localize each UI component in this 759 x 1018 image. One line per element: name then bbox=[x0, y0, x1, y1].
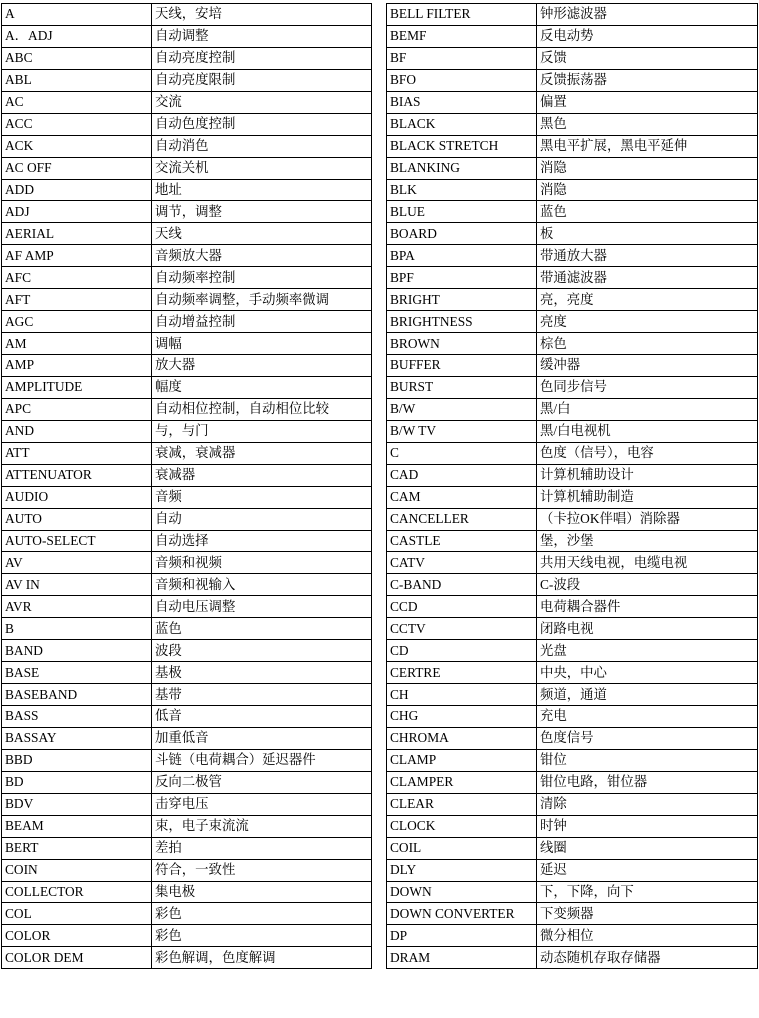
glossary-row bbox=[387, 903, 758, 925]
glossary-row bbox=[2, 201, 372, 223]
glossary-row bbox=[387, 442, 758, 464]
abbreviation-cell: AERIAL bbox=[2, 223, 152, 245]
abbreviation-cell: AGC bbox=[2, 311, 152, 333]
glossary-row bbox=[387, 640, 758, 662]
meaning-cell: 幅度 bbox=[152, 376, 372, 398]
meaning-cell: 线圈 bbox=[537, 837, 758, 859]
glossary-row bbox=[387, 486, 758, 508]
glossary-row bbox=[2, 69, 372, 91]
glossary-row bbox=[2, 574, 372, 596]
glossary-row bbox=[387, 69, 758, 91]
glossary-row bbox=[2, 508, 372, 530]
glossary-row bbox=[2, 749, 372, 771]
glossary-right-body bbox=[387, 4, 758, 969]
meaning-cell: 中央，中心 bbox=[537, 662, 758, 684]
glossary-row bbox=[387, 815, 758, 837]
meaning-cell: 黑电平扩展，黑电平延伸 bbox=[537, 135, 758, 157]
glossary-row bbox=[2, 486, 372, 508]
abbreviation-cell: BEAM bbox=[2, 815, 152, 837]
abbreviation-cell: CHROMA bbox=[387, 727, 537, 749]
meaning-cell: 电荷耦合器件 bbox=[537, 596, 758, 618]
abbreviation-cell: A bbox=[2, 4, 152, 26]
glossary-row bbox=[387, 179, 758, 201]
abbreviation-cell: BRIGHTNESS bbox=[387, 311, 537, 333]
glossary-row bbox=[2, 530, 372, 552]
glossary-row bbox=[387, 508, 758, 530]
abbreviation-cell: ATTENUATOR bbox=[2, 464, 152, 486]
abbreviation-cell: AF AMP bbox=[2, 245, 152, 267]
meaning-cell: 自动频率调整，手动频率微调 bbox=[152, 289, 372, 311]
abbreviation-cell: C-BAND bbox=[387, 574, 537, 596]
glossary-row bbox=[387, 376, 758, 398]
abbreviation-cell: ADD bbox=[2, 179, 152, 201]
meaning-cell: 自动 bbox=[152, 508, 372, 530]
glossary-row bbox=[387, 684, 758, 706]
abbreviation-cell: DOWN bbox=[387, 881, 537, 903]
glossary-row bbox=[387, 662, 758, 684]
abbreviation-cell: A．ADJ bbox=[2, 25, 152, 47]
abbreviation-cell: AV bbox=[2, 552, 152, 574]
abbreviation-cell: BAND bbox=[2, 640, 152, 662]
abbreviation-cell: BRIGHT bbox=[387, 289, 537, 311]
meaning-cell: 反馈 bbox=[537, 47, 758, 69]
abbreviation-cell: AUTO-SELECT bbox=[2, 530, 152, 552]
abbreviation-cell: AMP bbox=[2, 355, 152, 377]
abbreviation-cell: ABL bbox=[2, 69, 152, 91]
abbreviation-cell: CANCELLER bbox=[387, 508, 537, 530]
glossary-row bbox=[2, 157, 372, 179]
meaning-cell: 反向二极管 bbox=[152, 771, 372, 793]
abbreviation-cell: CH bbox=[387, 684, 537, 706]
abbreviation-cell: CLAMP bbox=[387, 749, 537, 771]
meaning-cell: 光盘 bbox=[537, 640, 758, 662]
abbreviation-cell: B/W bbox=[387, 398, 537, 420]
abbreviation-cell: BBD bbox=[2, 749, 152, 771]
abbreviation-cell: BASS bbox=[2, 706, 152, 728]
glossary-row bbox=[2, 4, 372, 26]
meaning-cell: 微分相位 bbox=[537, 925, 758, 947]
glossary-row bbox=[2, 596, 372, 618]
glossary-row bbox=[387, 420, 758, 442]
meaning-cell: 音频放大器 bbox=[152, 245, 372, 267]
abbreviation-cell: BFO bbox=[387, 69, 537, 91]
abbreviation-cell: COL bbox=[2, 903, 152, 925]
glossary-row bbox=[387, 771, 758, 793]
glossary-table-left bbox=[1, 3, 372, 969]
glossary-row bbox=[2, 376, 372, 398]
abbreviation-cell: COIL bbox=[387, 837, 537, 859]
abbreviation-cell: B bbox=[2, 618, 152, 640]
glossary-row bbox=[2, 47, 372, 69]
abbreviation-cell: CLEAR bbox=[387, 793, 537, 815]
meaning-cell: 钳位 bbox=[537, 749, 758, 771]
abbreviation-cell: CCTV bbox=[387, 618, 537, 640]
meaning-cell: 消隐 bbox=[537, 179, 758, 201]
glossary-left-body bbox=[2, 4, 372, 969]
meaning-cell: 延迟 bbox=[537, 859, 758, 881]
meaning-cell: 符合，一致性 bbox=[152, 859, 372, 881]
glossary-row bbox=[387, 113, 758, 135]
meaning-cell: 充电 bbox=[537, 706, 758, 728]
abbreviation-cell: B/W TV bbox=[387, 420, 537, 442]
glossary-row bbox=[2, 815, 372, 837]
glossary-row bbox=[387, 201, 758, 223]
meaning-cell: 棕色 bbox=[537, 333, 758, 355]
glossary-row bbox=[387, 311, 758, 333]
glossary-row bbox=[2, 245, 372, 267]
meaning-cell: 频道，通道 bbox=[537, 684, 758, 706]
abbreviation-cell: CATV bbox=[387, 552, 537, 574]
abbreviation-cell: BPA bbox=[387, 245, 537, 267]
glossary-row bbox=[387, 793, 758, 815]
meaning-cell: 自动选择 bbox=[152, 530, 372, 552]
abbreviation-cell: AM bbox=[2, 333, 152, 355]
meaning-cell: 时钟 bbox=[537, 815, 758, 837]
abbreviation-cell: AND bbox=[2, 420, 152, 442]
glossary-row bbox=[387, 333, 758, 355]
abbreviation-cell: CHG bbox=[387, 706, 537, 728]
meaning-cell: 亮度 bbox=[537, 311, 758, 333]
abbreviation-cell: AC OFF bbox=[2, 157, 152, 179]
abbreviation-cell: CLAMPER bbox=[387, 771, 537, 793]
abbreviation-cell: BDV bbox=[2, 793, 152, 815]
glossary-row bbox=[2, 771, 372, 793]
glossary-row bbox=[387, 749, 758, 771]
meaning-cell: 亮，亮度 bbox=[537, 289, 758, 311]
abbreviation-cell: DOWN CONVERTER bbox=[387, 903, 537, 925]
glossary-row bbox=[2, 793, 372, 815]
meaning-cell: 带通滤波器 bbox=[537, 267, 758, 289]
meaning-cell: 交流 bbox=[152, 91, 372, 113]
abbreviation-cell: AC bbox=[2, 91, 152, 113]
abbreviation-cell: ADJ bbox=[2, 201, 152, 223]
glossary-row bbox=[2, 135, 372, 157]
glossary-row bbox=[2, 289, 372, 311]
meaning-cell: 音频和视输入 bbox=[152, 574, 372, 596]
abbreviation-cell: AVR bbox=[2, 596, 152, 618]
meaning-cell: 彩色 bbox=[152, 903, 372, 925]
meaning-cell: 板 bbox=[537, 223, 758, 245]
meaning-cell: 闭路电视 bbox=[537, 618, 758, 640]
meaning-cell: 击穿电压 bbox=[152, 793, 372, 815]
meaning-cell: 清除 bbox=[537, 793, 758, 815]
glossary-row bbox=[2, 91, 372, 113]
glossary-row bbox=[387, 947, 758, 969]
glossary-row bbox=[2, 618, 372, 640]
abbreviation-cell: CD bbox=[387, 640, 537, 662]
glossary-row bbox=[387, 157, 758, 179]
meaning-cell: 自动消色 bbox=[152, 135, 372, 157]
abbreviation-cell: BROWN bbox=[387, 333, 537, 355]
meaning-cell: 束，电子束流流 bbox=[152, 815, 372, 837]
abbreviation-cell: BASSAY bbox=[2, 727, 152, 749]
meaning-cell: 蓝色 bbox=[152, 618, 372, 640]
meaning-cell: 加重低音 bbox=[152, 727, 372, 749]
abbreviation-cell: BASEBAND bbox=[2, 684, 152, 706]
meaning-cell: 基极 bbox=[152, 662, 372, 684]
abbreviation-cell: BPF bbox=[387, 267, 537, 289]
glossary-row bbox=[387, 47, 758, 69]
abbreviation-cell: DRAM bbox=[387, 947, 537, 969]
meaning-cell: 放大器 bbox=[152, 355, 372, 377]
abbreviation-cell: CASTLE bbox=[387, 530, 537, 552]
abbreviation-cell: DP bbox=[387, 925, 537, 947]
meaning-cell: （卡拉OK伴唱）消除器 bbox=[537, 508, 758, 530]
glossary-row bbox=[387, 398, 758, 420]
glossary-row bbox=[387, 245, 758, 267]
meaning-cell: 自动频率控制 bbox=[152, 267, 372, 289]
abbreviation-cell: BF bbox=[387, 47, 537, 69]
abbreviation-cell: AFT bbox=[2, 289, 152, 311]
abbreviation-cell: ATT bbox=[2, 442, 152, 464]
abbreviation-cell: COLOR DEM bbox=[2, 947, 152, 969]
abbreviation-cell: AV IN bbox=[2, 574, 152, 596]
abbreviation-cell: CCD bbox=[387, 596, 537, 618]
meaning-cell: 自动亮度控制 bbox=[152, 47, 372, 69]
glossary-row bbox=[387, 618, 758, 640]
meaning-cell: 黑色 bbox=[537, 113, 758, 135]
meaning-cell: 反馈振荡器 bbox=[537, 69, 758, 91]
meaning-cell: 钳位电路，钳位器 bbox=[537, 771, 758, 793]
abbreviation-cell: COLOR bbox=[2, 925, 152, 947]
glossary-row bbox=[387, 859, 758, 881]
meaning-cell: C-波段 bbox=[537, 574, 758, 596]
glossary-row bbox=[2, 223, 372, 245]
glossary-row bbox=[387, 881, 758, 903]
meaning-cell: 衰减器 bbox=[152, 464, 372, 486]
glossary-row bbox=[2, 442, 372, 464]
glossary-row bbox=[2, 727, 372, 749]
meaning-cell: 差拍 bbox=[152, 837, 372, 859]
meaning-cell: 自动电压调整 bbox=[152, 596, 372, 618]
meaning-cell: 自动色度控制 bbox=[152, 113, 372, 135]
meaning-cell: 自动相位控制，自动相位比较 bbox=[152, 398, 372, 420]
glossary-row bbox=[387, 706, 758, 728]
meaning-cell: 天线 bbox=[152, 223, 372, 245]
meaning-cell: 彩色 bbox=[152, 925, 372, 947]
glossary-row bbox=[2, 113, 372, 135]
abbreviation-cell: BASE bbox=[2, 662, 152, 684]
meaning-cell: 音频 bbox=[152, 486, 372, 508]
glossary-row bbox=[2, 881, 372, 903]
glossary-row bbox=[2, 267, 372, 289]
meaning-cell: 蓝色 bbox=[537, 201, 758, 223]
abbreviation-cell: COLLECTOR bbox=[2, 881, 152, 903]
glossary-row bbox=[387, 25, 758, 47]
glossary-row bbox=[2, 398, 372, 420]
glossary-row bbox=[2, 464, 372, 486]
meaning-cell: 计算机辅助设计 bbox=[537, 464, 758, 486]
glossary-row bbox=[387, 530, 758, 552]
meaning-cell: 集电极 bbox=[152, 881, 372, 903]
abbreviation-cell: APC bbox=[2, 398, 152, 420]
meaning-cell: 动态随机存取存储器 bbox=[537, 947, 758, 969]
glossary-row bbox=[2, 837, 372, 859]
glossary-row bbox=[387, 552, 758, 574]
meaning-cell: 共用天线电视，电缆电视 bbox=[537, 552, 758, 574]
glossary-row bbox=[2, 903, 372, 925]
abbreviation-cell: AUDIO bbox=[2, 486, 152, 508]
glossary-row bbox=[2, 662, 372, 684]
meaning-cell: 调节，调整 bbox=[152, 201, 372, 223]
abbreviation-cell: AFC bbox=[2, 267, 152, 289]
meaning-cell: 黑/白 bbox=[537, 398, 758, 420]
meaning-cell: 缓冲器 bbox=[537, 355, 758, 377]
glossary-row bbox=[387, 91, 758, 113]
abbreviation-cell: BD bbox=[2, 771, 152, 793]
abbreviation-cell: ACC bbox=[2, 113, 152, 135]
glossary-row bbox=[2, 859, 372, 881]
glossary-row bbox=[2, 684, 372, 706]
glossary-row bbox=[387, 464, 758, 486]
meaning-cell: 下变频器 bbox=[537, 903, 758, 925]
meaning-cell: 带通放大器 bbox=[537, 245, 758, 267]
glossary-row bbox=[387, 925, 758, 947]
meaning-cell: 衰减，衰减器 bbox=[152, 442, 372, 464]
meaning-cell: 下，下降，向下 bbox=[537, 881, 758, 903]
glossary-row bbox=[2, 311, 372, 333]
glossary-row bbox=[2, 333, 372, 355]
abbreviation-cell: ABC bbox=[2, 47, 152, 69]
meaning-cell: 调幅 bbox=[152, 333, 372, 355]
abbreviation-cell: CAM bbox=[387, 486, 537, 508]
abbreviation-cell: COIN bbox=[2, 859, 152, 881]
meaning-cell: 黑/白电视机 bbox=[537, 420, 758, 442]
meaning-cell: 斗链（电荷耦合）延迟器件 bbox=[152, 749, 372, 771]
glossary-row bbox=[387, 223, 758, 245]
glossary-row bbox=[2, 925, 372, 947]
glossary-row bbox=[387, 289, 758, 311]
meaning-cell: 计算机辅助制造 bbox=[537, 486, 758, 508]
glossary-row bbox=[2, 420, 372, 442]
meaning-cell: 地址 bbox=[152, 179, 372, 201]
meaning-cell: 自动调整 bbox=[152, 25, 372, 47]
abbreviation-cell: BEMF bbox=[387, 25, 537, 47]
meaning-cell: 色同步信号 bbox=[537, 376, 758, 398]
abbreviation-cell: CLOCK bbox=[387, 815, 537, 837]
abbreviation-cell: BIAS bbox=[387, 91, 537, 113]
abbreviation-cell: BLANKING bbox=[387, 157, 537, 179]
glossary-row bbox=[2, 706, 372, 728]
abbreviation-cell: BERT bbox=[2, 837, 152, 859]
abbreviation-cell: BLACK STRETCH bbox=[387, 135, 537, 157]
meaning-cell: 彩色解调，色度解调 bbox=[152, 947, 372, 969]
meaning-cell: 自动增益控制 bbox=[152, 311, 372, 333]
meaning-cell: 音频和视频 bbox=[152, 552, 372, 574]
abbreviation-cell: AUTO bbox=[2, 508, 152, 530]
glossary-row bbox=[387, 4, 758, 26]
abbreviation-cell: BUFFER bbox=[387, 355, 537, 377]
abbreviation-cell: BLUE bbox=[387, 201, 537, 223]
meaning-cell: 低音 bbox=[152, 706, 372, 728]
abbreviation-cell: DLY bbox=[387, 859, 537, 881]
glossary-row bbox=[2, 25, 372, 47]
meaning-cell: 色度（信号），电容 bbox=[537, 442, 758, 464]
glossary-row bbox=[387, 727, 758, 749]
meaning-cell: 天线，安培 bbox=[152, 4, 372, 26]
meaning-cell: 与，与门 bbox=[152, 420, 372, 442]
abbreviation-cell: BLACK bbox=[387, 113, 537, 135]
abbreviation-cell: ACK bbox=[2, 135, 152, 157]
meaning-cell: 自动亮度限制 bbox=[152, 69, 372, 91]
meaning-cell: 波段 bbox=[152, 640, 372, 662]
glossary-row bbox=[387, 355, 758, 377]
glossary-row bbox=[2, 947, 372, 969]
abbreviation-cell: CERTRE bbox=[387, 662, 537, 684]
meaning-cell: 色度信号 bbox=[537, 727, 758, 749]
abbreviation-cell: BOARD bbox=[387, 223, 537, 245]
abbreviation-cell: BLK bbox=[387, 179, 537, 201]
glossary-row bbox=[387, 596, 758, 618]
meaning-cell: 基带 bbox=[152, 684, 372, 706]
meaning-cell: 堡，沙堡 bbox=[537, 530, 758, 552]
glossary-row bbox=[2, 640, 372, 662]
glossary-row bbox=[2, 179, 372, 201]
glossary-table-right bbox=[386, 3, 758, 969]
abbreviation-cell: AMPLITUDE bbox=[2, 376, 152, 398]
meaning-cell: 交流关机 bbox=[152, 157, 372, 179]
glossary-row bbox=[2, 355, 372, 377]
meaning-cell: 反电动势 bbox=[537, 25, 758, 47]
meaning-cell: 偏置 bbox=[537, 91, 758, 113]
glossary-row bbox=[2, 552, 372, 574]
abbreviation-cell: BURST bbox=[387, 376, 537, 398]
glossary-row bbox=[387, 267, 758, 289]
meaning-cell: 钟形滤波器 bbox=[537, 4, 758, 26]
abbreviation-cell: CAD bbox=[387, 464, 537, 486]
glossary-row bbox=[387, 574, 758, 596]
abbreviation-cell: C bbox=[387, 442, 537, 464]
meaning-cell: 消隐 bbox=[537, 157, 758, 179]
glossary-row bbox=[387, 135, 758, 157]
abbreviation-cell: BELL FILTER bbox=[387, 4, 537, 26]
glossary-row bbox=[387, 837, 758, 859]
